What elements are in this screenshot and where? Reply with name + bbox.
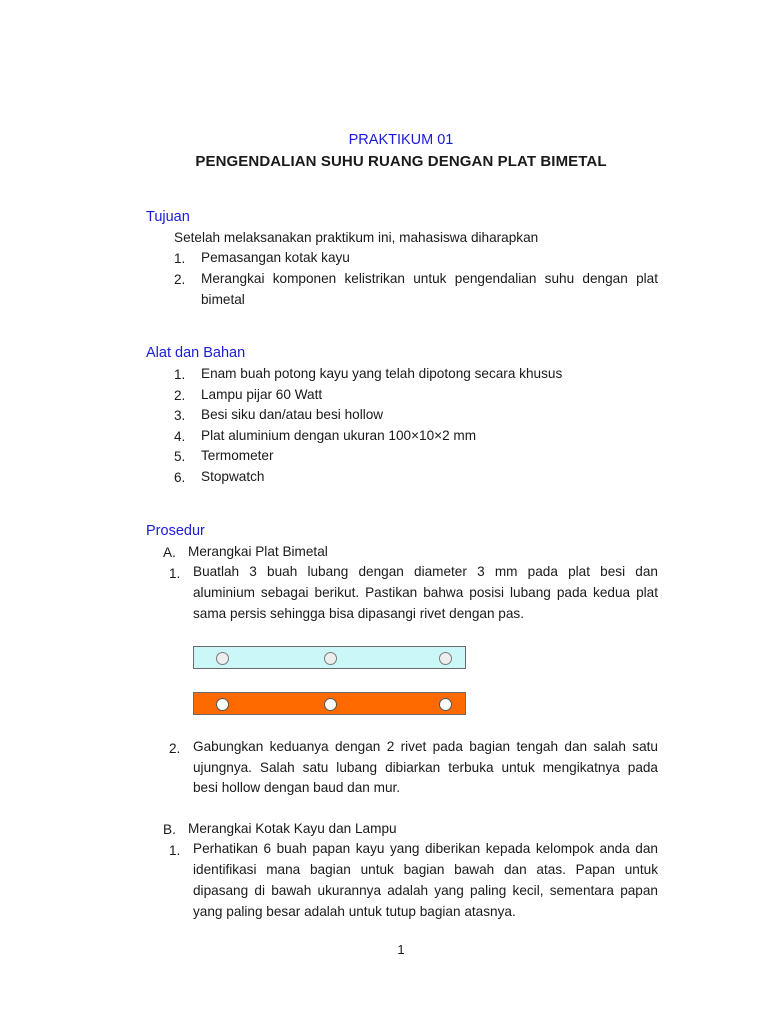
- alat-item-text: Besi siku dan/atau besi hollow: [201, 407, 384, 422]
- tujuan-item-2-line-2: bimetal: [201, 292, 245, 307]
- alat-item-text: Stopwatch: [201, 469, 265, 484]
- section-a-step-2-line: besi hollow dengan baud dan mur.: [193, 780, 401, 795]
- alat-item-text: Termometer: [201, 448, 274, 463]
- section-b-step-1-line: dipasang di bawah ukurannya adalah yang paling kecil, sementara papan: [193, 883, 658, 898]
- aluminium-plate: [193, 646, 466, 669]
- section-a-title: Merangkai Plat Bimetal: [188, 544, 328, 559]
- heading-tujuan: Tujuan: [146, 209, 190, 225]
- heading-alat-bahan: Alat dan Bahan: [146, 345, 246, 361]
- tujuan-item-2-line-1: Merangkai komponen kelistrikan untuk pengendalian suhu dengan plat: [201, 271, 658, 286]
- plate-hole: [324, 652, 337, 665]
- section-b-letter: B.: [163, 822, 176, 837]
- alat-item-number: 2.: [174, 388, 186, 403]
- page-title: PENGENDALIAN SUHU RUANG DENGAN PLAT BIMETAL: [195, 153, 607, 170]
- section-b-title: Merangkai Kotak Kayu dan Lampu: [188, 821, 397, 836]
- section-a-step-2-line: Gabungkan keduanya dengan 2 rivet pada bagian tengah dan salah satu: [193, 739, 658, 754]
- tujuan-intro: Setelah melaksanakan praktikum ini, mahasiswa diharapkan: [174, 230, 539, 245]
- alat-item-text: Lampu pijar 60 Watt: [201, 387, 323, 402]
- plate-hole: [439, 652, 452, 665]
- page-number: 1: [397, 942, 405, 957]
- plate-hole: [439, 698, 452, 711]
- section-a-step-1-number: 1.: [169, 566, 181, 581]
- alat-item-number: 1.: [174, 367, 186, 382]
- alat-item-text: Plat aluminium dengan ukuran 100×10×2 mm: [201, 428, 477, 443]
- section-b-step-1-line: identifikasi mana bagian untuk bagian bawah dan atas. Papan untuk: [193, 862, 658, 877]
- plate-hole: [216, 652, 229, 665]
- alat-item-number: 5.: [174, 449, 186, 464]
- alat-item-number: 4.: [174, 429, 186, 444]
- plate-hole: [216, 698, 229, 711]
- tujuan-item-2-number: 2.: [174, 272, 186, 287]
- alat-item-number: 3.: [174, 408, 186, 423]
- section-b-step-1-line: Perhatikan 6 buah papan kayu yang diberikan kepada kelompok anda dan: [193, 841, 658, 856]
- iron-plate: [193, 692, 466, 715]
- section-a-letter: A.: [163, 545, 176, 560]
- section-b-step-1-line: yang paling besar adalah untuk tutup bagian atasnya.: [193, 904, 516, 919]
- plate-hole: [324, 698, 337, 711]
- section-a-step-2-number: 2.: [169, 741, 181, 756]
- alat-item-text: Enam buah potong kayu yang telah dipotong secara khusus: [201, 366, 563, 381]
- alat-item-number: 6.: [174, 470, 186, 485]
- tujuan-item-1-text: Pemasangan kotak kayu: [201, 250, 350, 265]
- practicum-number: PRAKTIKUM 01: [348, 132, 454, 148]
- section-a-step-1-line: Buatlah 3 buah lubang dengan diameter 3 mm pada plat besi dan: [193, 564, 658, 579]
- section-a-step-1-line: sama persis sehingga bisa dipasangi rivet dengan pas.: [193, 606, 524, 621]
- section-a-step-1-line: aluminium sebagai berikut. Pastikan bahwa posisi lubang pada kedua plat: [193, 585, 658, 600]
- section-a-step-2-line: ujungnya. Salah satu lubang dibiarkan terbuka untuk mengikatnya pada: [193, 760, 658, 775]
- heading-prosedur: Prosedur: [146, 523, 205, 539]
- tujuan-item-1-number: 1.: [174, 251, 186, 266]
- section-b-step-1-number: 1.: [169, 843, 181, 858]
